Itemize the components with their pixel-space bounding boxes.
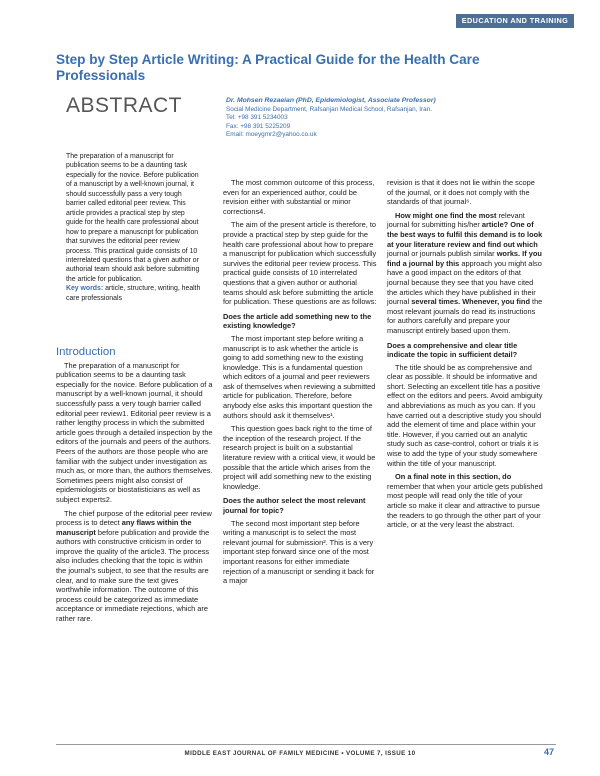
column-1	[56, 348, 213, 628]
author-block	[226, 97, 526, 140]
author-email[interactable]: Email: moeygmr2@yahoo.co.uk	[226, 131, 317, 139]
paragraph: How might one find the most relevant journal for submitting his/her article? One of the best ways to fulfil this demand is to look at your literature review and find out which journal or journals publish similar works. If you find a journal by this approach you might also have a good impact on the editors of that journal because they see that you have cited the articles which they have published in their journal several times. Whenever, you find the most relevant journals do read its instructions for authors carefully and prepare your manuscript entirely based upon them.	[387, 210, 543, 335]
column-3	[387, 178, 543, 534]
paragraph: This question goes back right to the time of the inception of the research project. If the research project is built on a substantial literature review with a critical view, it would be possible that the article which arises from the project will add something new to the existing knowledge.	[223, 424, 376, 491]
keywords-label: Key words:	[66, 285, 104, 293]
paragraph: On a final note in this section, do remember that when your article gets published most people will read only the title of your article so make it clear and attractive to pursue the readers to go through the other part of your article, or at the very least the abstract.	[387, 472, 543, 530]
author-affiliation: Social Medicine Department, Rafsanjan Medical School, Rafsanjan, Iran.	[226, 105, 433, 113]
footer-journal: MIDDLE EAST JOURNAL OF FAMILY MEDICINE • VOLUME 7, ISSUE 10	[184, 750, 416, 757]
author-name: Dr. Mohsen Rezaeian (PhD, Epidemiologist, Associate Professor)	[226, 97, 436, 104]
question-heading: Does a comprehensive and clear title indicate the topic in sufficient detail?	[387, 340, 518, 360]
footer-rule	[56, 744, 556, 745]
paragraph: The preparation of a manuscript for publication seems to be a daunting task especially for the novice. Before publication of a manuscript by a well-known journal, it should successfully pass a very tough barrier called editorial peer review1. Editorial peer review is a rather lengthy process in which the submitted article goes through a detailed inspection by the editors of the journals and peers of the authors. Peers of the authors are those people who are familiar with the subject under investigation as much as, or more than, the authors themselves. Sometimes peers might also consist of epidemiologists or biostatisticians as well as subject experts2.	[56, 360, 213, 504]
page-number: 47	[543, 747, 554, 757]
question-heading: Does the author select the most relevant journal for topic?	[223, 496, 366, 515]
paragraph: The most common outcome of this process, even for an experienced author, could be revision either with substantial or minor corrections4.	[223, 178, 375, 216]
question-heading: Does the article add something new to the existing knowledge?	[223, 311, 372, 331]
abstract-body	[66, 152, 201, 303]
author-tel: Tel: +98 391 5234003	[226, 114, 288, 122]
column-2	[223, 178, 377, 590]
keywords-text: article, structure, writing, health care professionals	[66, 285, 201, 302]
author-fax: Fax: +98 391 5225209	[226, 122, 291, 130]
paragraph: The most important step before writing a manuscript is to ask whether the article is going to add something new to the existing knowledge. This is a fundamental question which editors of a journal and peer reviewers ask of themselves when reviewing a submitted article for publication. Therefore, before anybody else asks this important question the authors should ask it themselves¹.	[223, 333, 376, 420]
abstract-heading: ABSTRACT	[66, 94, 183, 117]
paragraph: The second most important step before writing a manuscript is to select the most relevant journal for submission². This is a very important step forward since one of the most important reasons for either immediate rejection of a manuscript or sending it back for a major	[223, 518, 375, 586]
paragraph: The title should be as comprehensive and clear as possible. It should be informative and short. Selecting an excellent title has a positive effect on the editors and peers. Avoid ambiguity and abbreviations as much as you can. If you have carried out a descriptive study you should add the element of time and place within your title. However, if you carried out an analytic study such as case-control, cohort or trials it is wise to add the type of your study somewhere within the title of your manuscript.	[387, 362, 543, 468]
paragraph: revision is that it does not lie within the scope of the journal, or it does not comply with the standards of that journal⁶.	[387, 178, 535, 207]
paragraph: The chief purpose of the editorial peer review process is to detect any flaws within the manuscript before publication and provide the authors with constructive criticism in order to improve the quality of the article3. The process also includes checking that the topic is within the journal's subject, to see that the results are clear, and to make sure the text gives worthwhile information. The outcome of this process could be categorized as immediate acceptance or immediate rejections, which are rather rare.	[56, 508, 212, 624]
section-tab: EDUCATION AND TRAINING	[456, 14, 574, 28]
abstract-text: The preparation of a manuscript for publication seems to be a daunting task especially for the novice. Before publication of a manuscript by a well-known journal, it should successfully pass a very tough barrier called editorial peer review. This article provides a practical step by step guide for the health care professional about how to prepare a manuscript for publication that survives the editorial peer review process. This practical guide consists of 10 interrelated questions that a given author or authorial team should ask before submitting the article for publication.	[66, 153, 200, 283]
article-title: Step by Step Article Writing: A Practical Guide for the Health Care Professionals	[56, 52, 480, 83]
introduction-heading: Introduction	[56, 346, 116, 358]
paragraph: The aim of the present article is therefore, to provide a practical step by step guide for the health care professional about how to prepare a manuscript for publication which successfully survives the editorial peer review process. This practical guide consists of 10 interrelated questions that a given author or authorial teams should ask before submitting the article for publication. These questions are as follows:	[223, 220, 377, 307]
